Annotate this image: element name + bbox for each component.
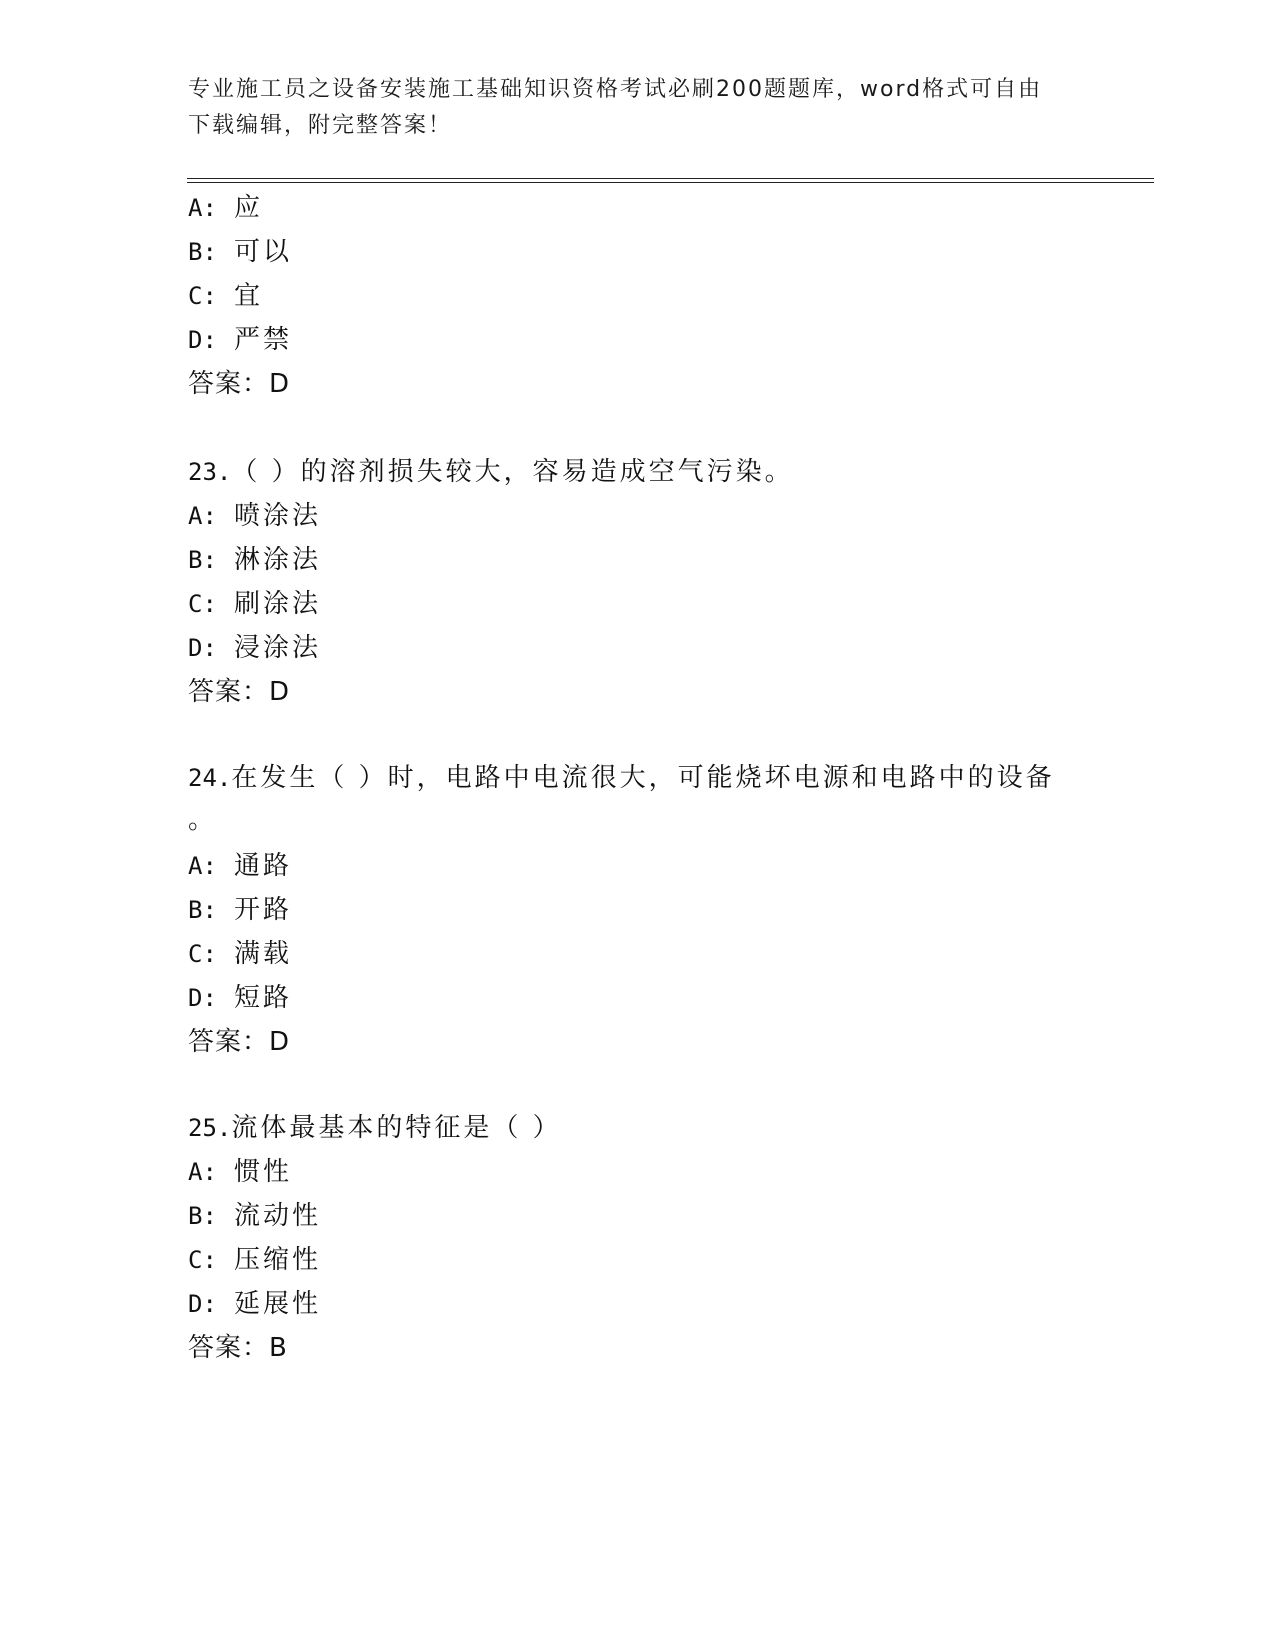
- question-number: 25.: [188, 1114, 232, 1142]
- answer-line: 答案：D: [188, 369, 291, 399]
- option-b: [188, 236, 292, 268]
- option-letter: D:: [188, 1290, 217, 1318]
- option-text: 严禁: [234, 325, 293, 355]
- option-letter: C:: [188, 590, 217, 618]
- option-text: 浸涂法: [234, 633, 322, 663]
- option-text: 压缩性: [234, 1245, 322, 1275]
- question-text: 在发生（ ）时，电路中电流很大，可能烧坏电源和电路中的设备: [231, 763, 1055, 793]
- option-letter: A:: [188, 194, 217, 222]
- option-letter: D:: [188, 634, 217, 662]
- option-d: [188, 982, 292, 1014]
- option-text: 延展性: [234, 1289, 322, 1319]
- option-a: [188, 850, 292, 882]
- option-d: [188, 1288, 321, 1320]
- header-divider-bottom: [187, 182, 1154, 183]
- header-line-2: 下载编辑，附完整答案！: [188, 113, 453, 138]
- header-line-1: 专业施工员之设备安装施工基础知识资格考试必刷200题题库，word格式可自由: [188, 77, 1043, 102]
- option-text: 淋涂法: [234, 545, 322, 575]
- option-text: 开路: [234, 895, 293, 925]
- question-stem-continuation: 。: [188, 805, 218, 835]
- option-a: [188, 1156, 292, 1188]
- option-text: 宜: [234, 281, 264, 311]
- option-letter: D:: [188, 326, 217, 354]
- option-c: [188, 1244, 321, 1276]
- option-letter: C:: [188, 282, 217, 310]
- option-d: [188, 324, 292, 356]
- option-c: [188, 280, 263, 312]
- option-text: 刷涂法: [234, 589, 322, 619]
- option-letter: A:: [188, 852, 217, 880]
- option-b: [188, 1200, 321, 1232]
- question-number: 23.: [188, 458, 232, 486]
- option-text: 通路: [234, 851, 293, 881]
- question-number: 24.: [188, 764, 232, 792]
- option-letter: B:: [188, 896, 217, 924]
- option-b: [188, 894, 292, 926]
- option-letter: A:: [188, 502, 217, 530]
- document-header: [188, 72, 1088, 144]
- option-letter: B:: [188, 546, 217, 574]
- option-text: 短路: [234, 983, 293, 1013]
- option-letter: B:: [188, 1202, 217, 1230]
- option-text: 满载: [234, 939, 293, 969]
- answer-line: 答案：D: [188, 1027, 291, 1057]
- question-stem: [188, 456, 794, 488]
- header-divider-top: [187, 178, 1154, 179]
- option-b: [188, 544, 321, 576]
- option-text: 喷涂法: [234, 501, 322, 531]
- option-a: [188, 500, 321, 532]
- option-c: [188, 938, 292, 970]
- question-stem: [188, 1112, 562, 1144]
- question-text: 流体最基本的特征是（ ）: [231, 1113, 562, 1143]
- option-text: 惯性: [234, 1157, 293, 1187]
- option-a: [188, 192, 263, 224]
- answer-line: 答案：D: [188, 677, 291, 707]
- option-letter: C:: [188, 1246, 217, 1274]
- option-text: 流动性: [234, 1201, 322, 1231]
- option-letter: C:: [188, 940, 217, 968]
- option-letter: B:: [188, 238, 217, 266]
- question-stem: [188, 762, 1055, 794]
- answer-line: 答案：B: [188, 1333, 288, 1363]
- option-text: 应: [234, 193, 264, 223]
- option-letter: D:: [188, 984, 217, 1012]
- question-text: （ ）的溶剂损失较大，容易造成空气污染。: [231, 457, 794, 487]
- option-text: 可以: [234, 237, 293, 267]
- option-letter: A:: [188, 1158, 217, 1186]
- option-c: [188, 588, 321, 620]
- option-d: [188, 632, 321, 664]
